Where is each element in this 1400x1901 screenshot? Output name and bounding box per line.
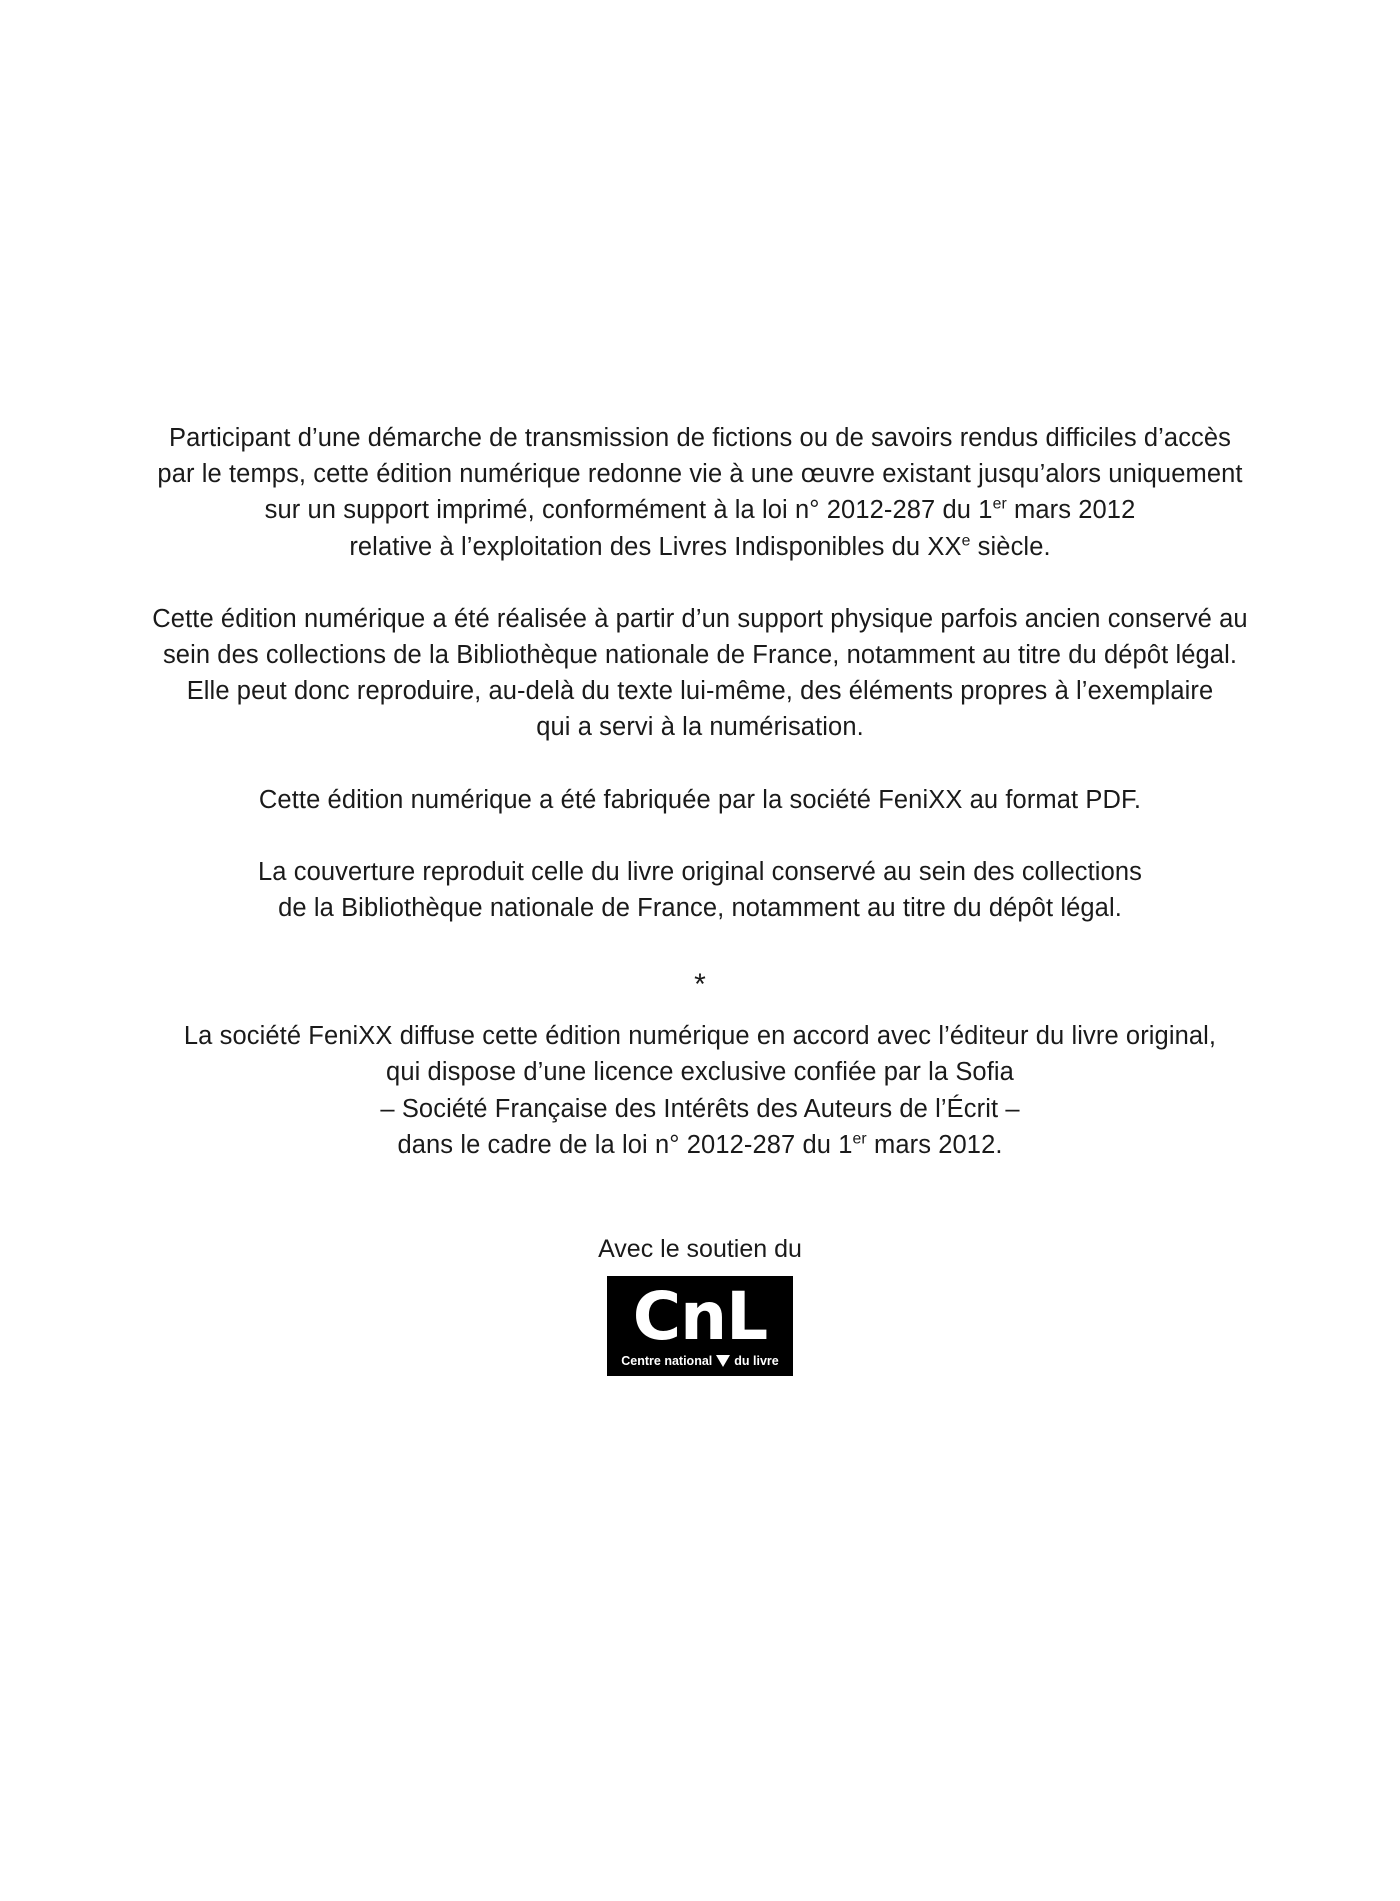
legal-notice-content — [120, 420, 1280, 1376]
intro-line-3: sur un support imprimé, conformément à la loi n° 2012-287 du 1er mars 2012 — [264, 495, 1136, 525]
source-line-4: qui a servi à la numérisation. — [536, 713, 864, 742]
source-line-3: Elle peut donc reproduire, au-delà du texte lui-même, des éléments propres à l’exemplaire — [186, 677, 1214, 706]
sponsor-logo-area — [120, 1233, 1280, 1376]
triangle-icon — [716, 1355, 730, 1367]
couverture-line-2: de la Bibliothèque nationale de France, notamment au titre du dépôt légal. — [278, 894, 1122, 923]
source-line-2: sein des collections de la Bibliothèque nationale de France, notamment au titre du dépôt légal. — [162, 641, 1238, 670]
diffusion-line-3: – Société Française des Intérêts des Auteurs de l’Écrit – — [380, 1094, 1020, 1123]
paragraph-source — [120, 601, 1280, 746]
paragraph-format — [120, 782, 1280, 818]
cnl-tagline-right: du livre — [734, 1354, 779, 1369]
paragraph-intro — [120, 420, 1280, 565]
diffusion-line-4: dans le cadre de la loi n° 2012-287 du 1er mars 2012. — [397, 1130, 1003, 1159]
cnl-tagline-left: Centre national — [621, 1354, 713, 1369]
cnl-tagline — [619, 1354, 781, 1368]
paragraph-diffusion — [120, 1018, 1280, 1163]
format-line-1: Cette édition numérique a été fabriquée par la société FeniXX au format PDF. — [258, 785, 1142, 814]
intro-line-4: relative à l’exploitation des Livres Indisponibles du XXe siècle. — [349, 532, 1051, 561]
intro-line-1: Participant d’une démarche de transmission de fictions ou de savoirs rendus difficiles d’accès — [168, 424, 1232, 452]
source-line-1: Cette édition numérique a été réalisée à partir d’un support physique parfois ancien conservé au — [152, 604, 1248, 633]
paragraph-couverture — [120, 854, 1280, 926]
couverture-line-1: La couverture reproduit celle du livre original conservé au sein des collections — [258, 857, 1142, 886]
intro-line-2: par le temps, cette édition numérique redonne vie à une œuvre existant jusqu’alors uniquement — [157, 460, 1243, 489]
section-separator: * — [694, 968, 706, 1002]
cnl-logo — [607, 1276, 793, 1377]
support-label: Avec le soutien du — [598, 1235, 802, 1264]
diffusion-line-2: qui dispose d’une licence exclusive confiée par la Sofia — [386, 1058, 1014, 1087]
cnl-acronym: CnL — [632, 1277, 768, 1355]
diffusion-line-1: La société FeniXX diffuse cette édition numérique en accord avec l’éditeur du livre original, — [183, 1022, 1217, 1051]
